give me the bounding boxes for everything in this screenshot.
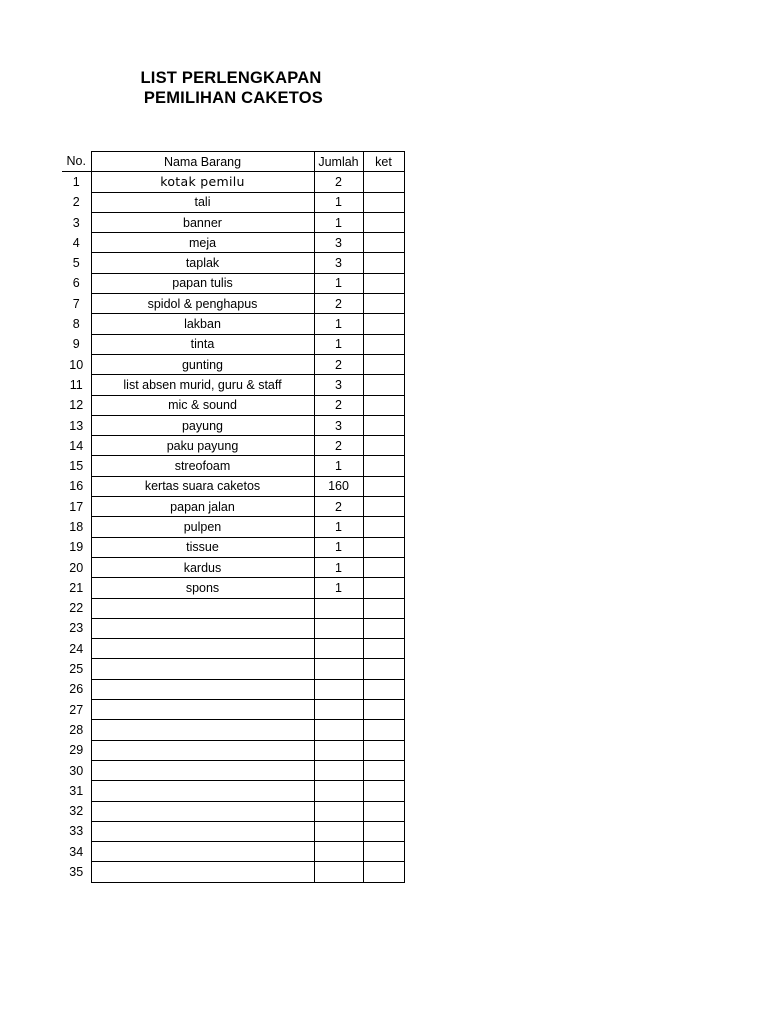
row-number: 18 xyxy=(62,517,91,537)
table-row xyxy=(62,233,404,253)
table-row xyxy=(62,253,404,273)
item-quantity-cell xyxy=(314,700,363,720)
item-quantity-cell: 1 xyxy=(314,334,363,354)
table-row xyxy=(62,740,404,760)
item-quantity-cell: 3 xyxy=(314,253,363,273)
item-note-cell xyxy=(363,334,404,354)
item-quantity-cell: 160 xyxy=(314,476,363,496)
item-quantity-cell: 1 xyxy=(314,557,363,577)
item-quantity-cell xyxy=(314,760,363,780)
row-number: 19 xyxy=(62,537,91,557)
item-note-cell xyxy=(363,862,404,882)
table-row xyxy=(62,476,404,496)
item-note-cell xyxy=(363,842,404,862)
table-row xyxy=(62,720,404,740)
item-note-cell xyxy=(363,314,404,334)
item-note-cell xyxy=(363,821,404,841)
row-number: 34 xyxy=(62,842,91,862)
item-note-cell xyxy=(363,294,404,314)
item-note-cell xyxy=(363,740,404,760)
item-note-cell xyxy=(363,375,404,395)
table-row xyxy=(62,659,404,679)
item-note-cell xyxy=(363,679,404,699)
item-name-cell: lakban xyxy=(91,314,314,334)
item-name-cell xyxy=(91,740,314,760)
header-ket: ket xyxy=(363,152,404,172)
table-row xyxy=(62,862,404,882)
item-note-cell xyxy=(363,781,404,801)
row-number: 8 xyxy=(62,314,91,334)
row-number: 6 xyxy=(62,273,91,293)
table-row xyxy=(62,314,404,334)
item-name-cell xyxy=(91,760,314,780)
item-quantity-cell: 1 xyxy=(314,517,363,537)
item-name-cell: spidol & penghapus xyxy=(91,294,314,314)
item-name-cell: meja xyxy=(91,233,314,253)
item-quantity-cell: 1 xyxy=(314,314,363,334)
row-number: 26 xyxy=(62,679,91,699)
row-number: 31 xyxy=(62,781,91,801)
row-number: 3 xyxy=(62,212,91,232)
item-note-cell xyxy=(363,720,404,740)
table-row xyxy=(62,821,404,841)
item-note-cell xyxy=(363,253,404,273)
table-row xyxy=(62,578,404,598)
row-number: 7 xyxy=(62,294,91,314)
item-note-cell xyxy=(363,618,404,638)
row-number: 12 xyxy=(62,395,91,415)
header-no: No. xyxy=(62,152,91,172)
table-row xyxy=(62,517,404,537)
item-note-cell xyxy=(363,517,404,537)
item-note-cell xyxy=(363,436,404,456)
table-row xyxy=(62,436,404,456)
item-name-cell xyxy=(91,842,314,862)
row-number: 5 xyxy=(62,253,91,273)
item-name-cell: pulpen xyxy=(91,517,314,537)
item-name-cell xyxy=(91,700,314,720)
row-number: 14 xyxy=(62,436,91,456)
item-name-cell: tali xyxy=(91,192,314,212)
item-quantity-cell: 2 xyxy=(314,436,363,456)
item-quantity-cell xyxy=(314,639,363,659)
table-row xyxy=(62,679,404,699)
item-name-cell: spons xyxy=(91,578,314,598)
item-quantity-cell: 1 xyxy=(314,212,363,232)
item-quantity-cell: 1 xyxy=(314,456,363,476)
item-name-cell: tinta xyxy=(91,334,314,354)
item-quantity-cell xyxy=(314,842,363,862)
row-number: 16 xyxy=(62,476,91,496)
item-quantity-cell xyxy=(314,618,363,638)
row-number: 25 xyxy=(62,659,91,679)
table-row xyxy=(62,354,404,374)
row-number: 33 xyxy=(62,821,91,841)
table-row xyxy=(62,415,404,435)
item-name-cell xyxy=(91,862,314,882)
row-number: 27 xyxy=(62,700,91,720)
item-quantity-cell: 2 xyxy=(314,395,363,415)
item-note-cell xyxy=(363,537,404,557)
row-number: 15 xyxy=(62,456,91,476)
table-row xyxy=(62,557,404,577)
row-number: 29 xyxy=(62,740,91,760)
item-name-cell: gunting xyxy=(91,354,314,374)
table-row xyxy=(62,700,404,720)
item-name-cell xyxy=(91,801,314,821)
table-row xyxy=(62,456,404,476)
table-row xyxy=(62,294,404,314)
item-note-cell xyxy=(363,760,404,780)
table-row xyxy=(62,760,404,780)
row-number: 20 xyxy=(62,557,91,577)
table-row xyxy=(62,801,404,821)
item-name-cell: streofoam xyxy=(91,456,314,476)
row-number: 28 xyxy=(62,720,91,740)
item-quantity-cell xyxy=(314,720,363,740)
item-quantity-cell xyxy=(314,659,363,679)
row-number: 22 xyxy=(62,598,91,618)
row-number: 9 xyxy=(62,334,91,354)
item-quantity-cell: 1 xyxy=(314,537,363,557)
table-body xyxy=(62,172,404,882)
item-note-cell xyxy=(363,192,404,212)
item-name-cell: kotak pemilu xyxy=(91,172,314,192)
item-quantity-cell: 2 xyxy=(314,294,363,314)
item-name-cell: kertas suara caketos xyxy=(91,476,314,496)
item-quantity-cell: 1 xyxy=(314,578,363,598)
item-name-cell xyxy=(91,639,314,659)
item-name-cell xyxy=(91,720,314,740)
header-qty: Jumlah xyxy=(314,152,363,172)
item-note-cell xyxy=(363,415,404,435)
row-number: 11 xyxy=(62,375,91,395)
row-number: 10 xyxy=(62,354,91,374)
item-quantity-cell: 1 xyxy=(314,192,363,212)
item-quantity-cell: 2 xyxy=(314,354,363,374)
table-row xyxy=(62,395,404,415)
row-number: 21 xyxy=(62,578,91,598)
header-name: Nama Barang xyxy=(91,152,314,172)
item-quantity-cell xyxy=(314,821,363,841)
table-row xyxy=(62,334,404,354)
table-row xyxy=(62,537,404,557)
item-note-cell xyxy=(363,598,404,618)
item-name-cell: kardus xyxy=(91,557,314,577)
item-quantity-cell: 3 xyxy=(314,233,363,253)
item-note-cell xyxy=(363,497,404,517)
row-number: 32 xyxy=(62,801,91,821)
item-note-cell xyxy=(363,456,404,476)
item-quantity-cell xyxy=(314,862,363,882)
item-note-cell xyxy=(363,212,404,232)
item-note-cell xyxy=(363,639,404,659)
row-number: 35 xyxy=(62,862,91,882)
table-row xyxy=(62,497,404,517)
item-note-cell xyxy=(363,557,404,577)
item-name-cell xyxy=(91,618,314,638)
row-number: 17 xyxy=(62,497,91,517)
item-quantity-cell xyxy=(314,781,363,801)
item-name-cell: papan jalan xyxy=(91,497,314,517)
table-row xyxy=(62,842,404,862)
table-row xyxy=(62,212,404,232)
item-quantity-cell xyxy=(314,740,363,760)
item-quantity-cell: 1 xyxy=(314,273,363,293)
item-name-cell xyxy=(91,781,314,801)
title-line-1: LIST PERLENGKAPAN xyxy=(140,69,322,87)
item-name-cell: banner xyxy=(91,212,314,232)
table-row xyxy=(62,192,404,212)
item-name-cell xyxy=(91,659,314,679)
table-row xyxy=(62,618,404,638)
item-note-cell xyxy=(363,801,404,821)
table-row xyxy=(62,639,404,659)
table-row xyxy=(62,375,404,395)
item-note-cell xyxy=(363,233,404,253)
item-note-cell xyxy=(363,354,404,374)
item-quantity-cell: 2 xyxy=(314,172,363,192)
row-number: 30 xyxy=(62,760,91,780)
item-name-cell: papan tulis xyxy=(91,273,314,293)
item-note-cell xyxy=(363,395,404,415)
item-quantity-cell xyxy=(314,679,363,699)
item-name-cell: list absen murid, guru & staff xyxy=(91,375,314,395)
table-row xyxy=(62,598,404,618)
item-quantity-cell xyxy=(314,598,363,618)
item-name-cell: payung xyxy=(91,415,314,435)
row-number: 2 xyxy=(62,192,91,212)
item-note-cell xyxy=(363,476,404,496)
item-quantity-cell xyxy=(314,801,363,821)
row-number: 4 xyxy=(62,233,91,253)
row-number: 1 xyxy=(62,172,91,192)
row-number: 13 xyxy=(62,415,91,435)
item-name-cell: taplak xyxy=(91,253,314,273)
row-number: 23 xyxy=(62,618,91,638)
item-quantity-cell: 3 xyxy=(314,415,363,435)
item-name-cell xyxy=(91,821,314,841)
item-name-cell: paku payung xyxy=(91,436,314,456)
item-quantity-cell: 3 xyxy=(314,375,363,395)
title-line-2: PEMILIHAN CAKETOS xyxy=(139,89,323,107)
equipment-table xyxy=(62,151,405,883)
item-name-cell xyxy=(91,679,314,699)
item-note-cell xyxy=(363,659,404,679)
item-note-cell xyxy=(363,578,404,598)
item-note-cell xyxy=(363,273,404,293)
item-name-cell xyxy=(91,598,314,618)
table-header-row xyxy=(62,152,404,172)
table-row xyxy=(62,781,404,801)
table-row xyxy=(62,273,404,293)
item-name-cell: mic & sound xyxy=(91,395,314,415)
item-note-cell xyxy=(363,700,404,720)
item-quantity-cell: 2 xyxy=(314,497,363,517)
table-row xyxy=(62,172,404,192)
document-title xyxy=(100,68,362,108)
item-note-cell xyxy=(363,172,404,192)
item-name-cell: tissue xyxy=(91,537,314,557)
row-number: 24 xyxy=(62,639,91,659)
